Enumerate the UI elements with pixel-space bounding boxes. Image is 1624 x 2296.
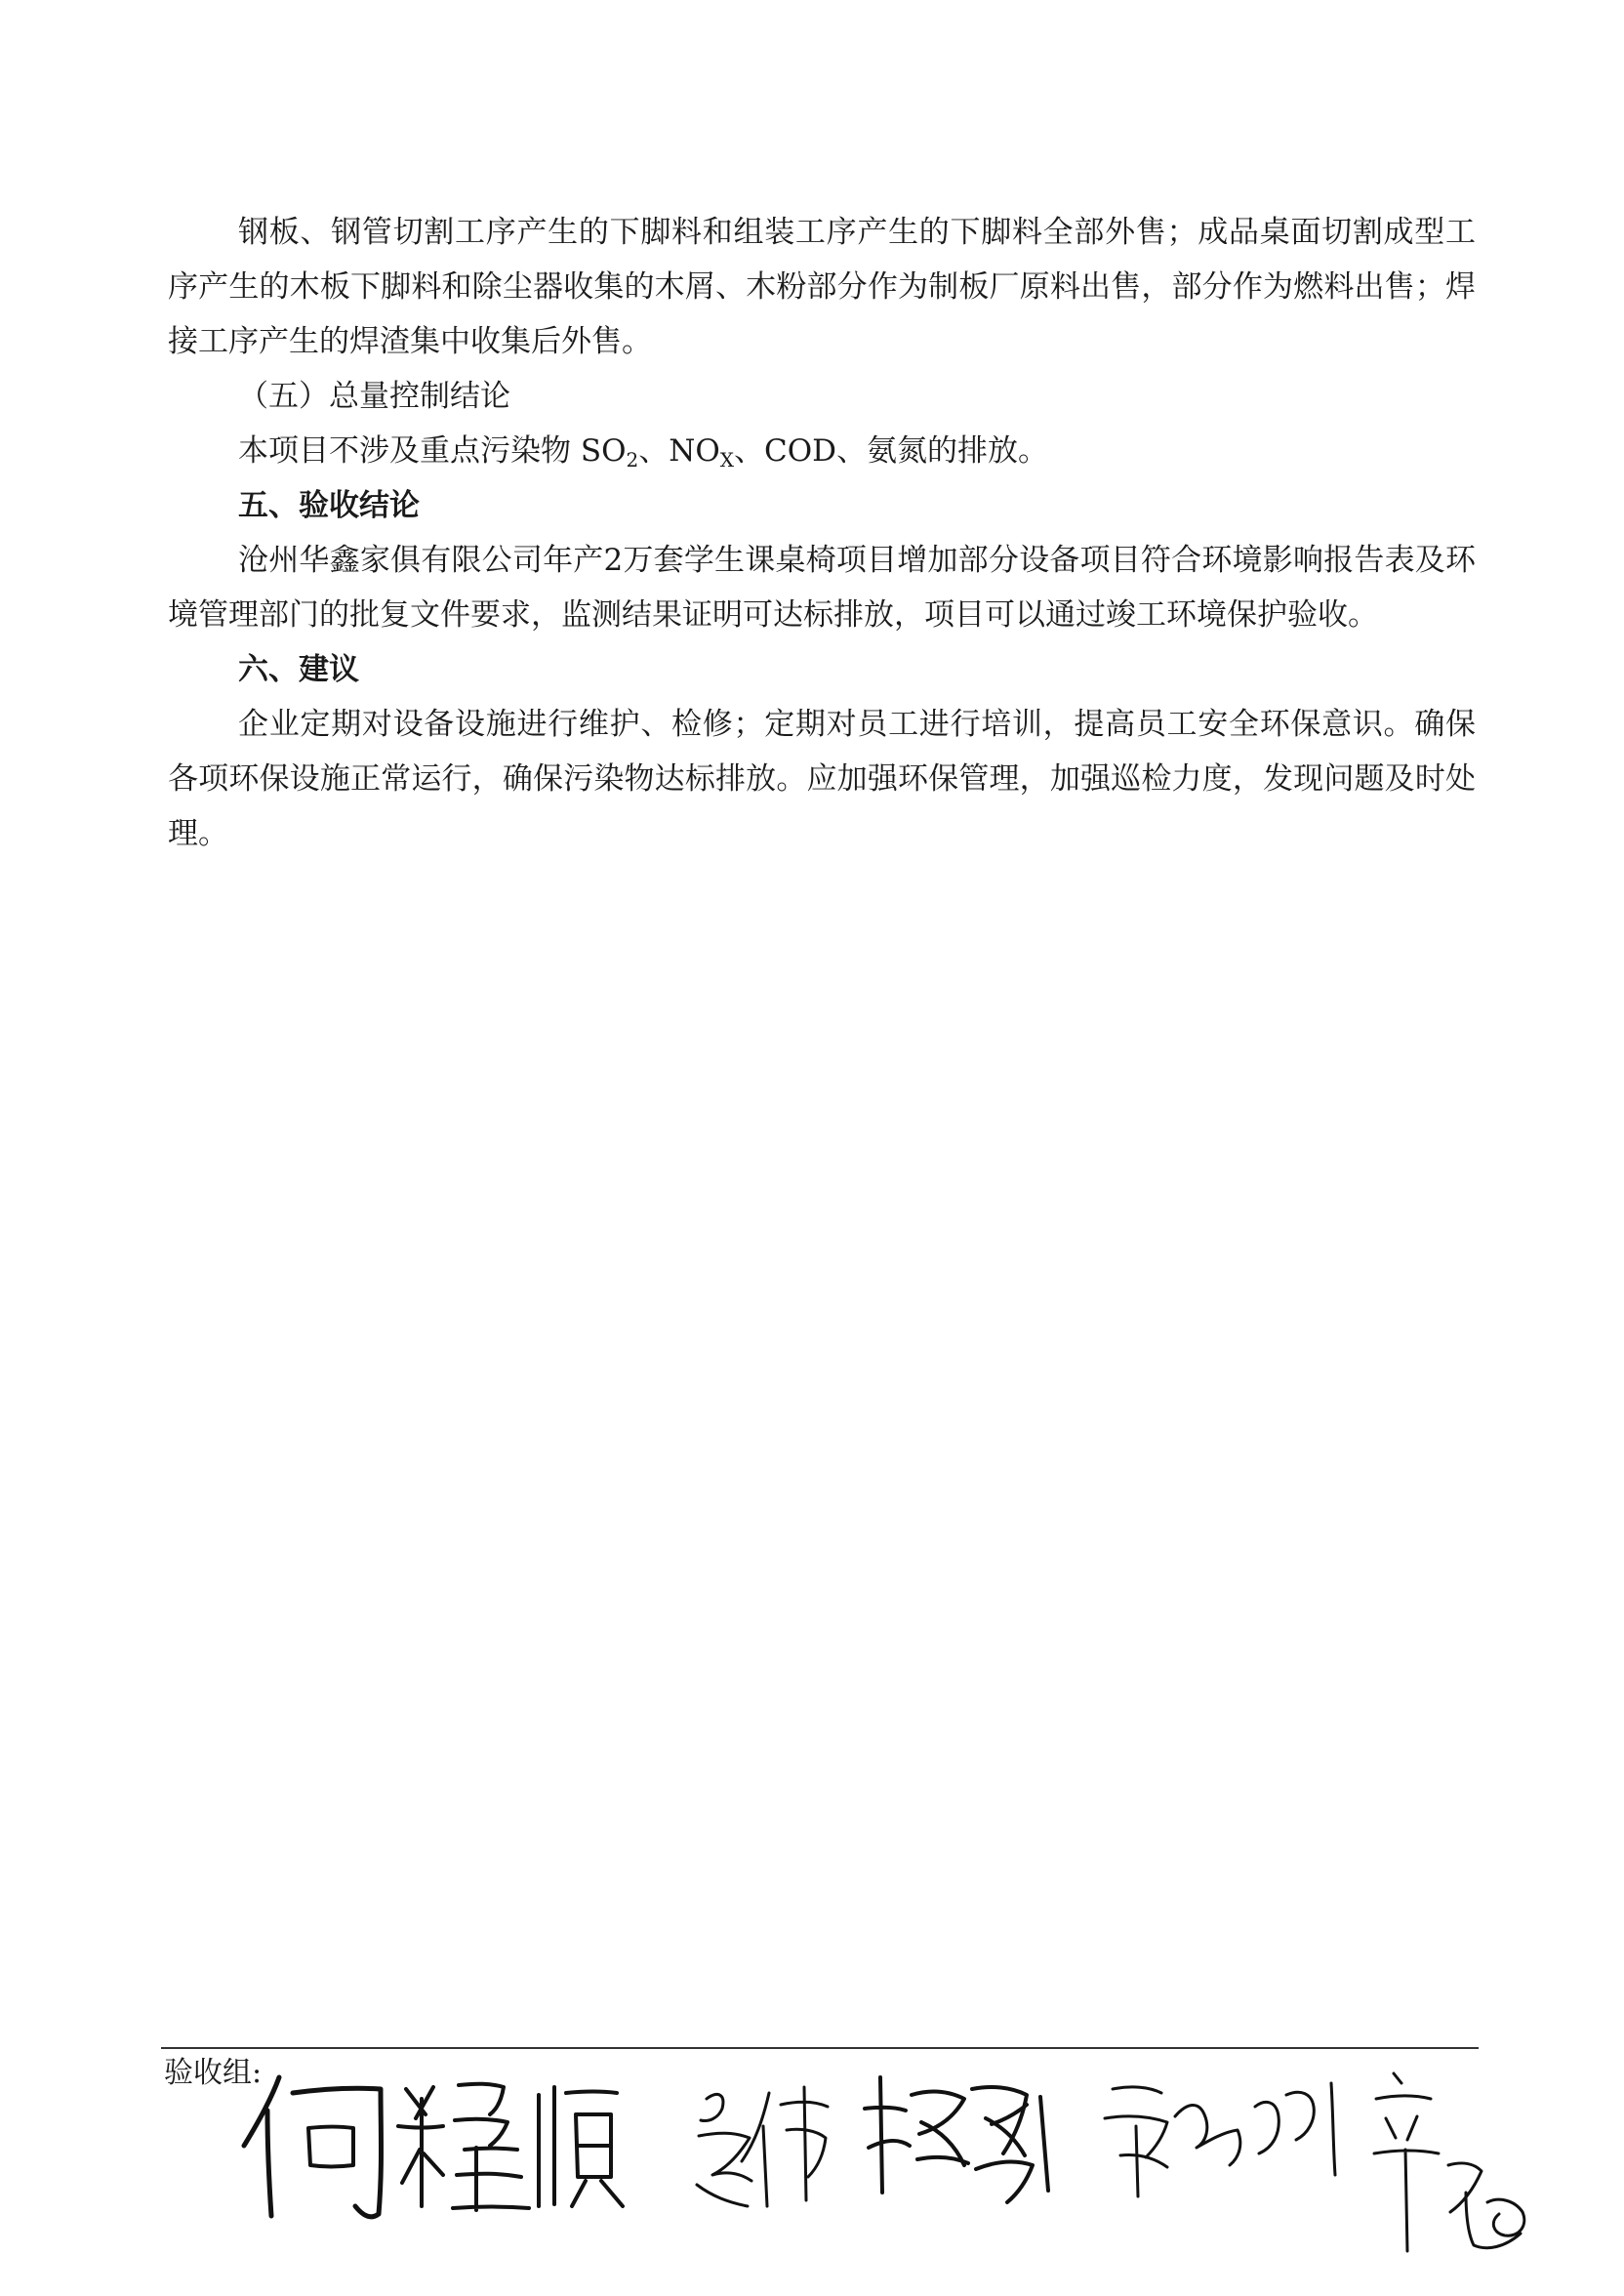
signature-area [234, 2060, 1542, 2284]
nox-subscript: X [719, 448, 735, 472]
paragraph-waste-disposal: 钢板、钢管切割工序产生的下脚料和组装工序产生的下脚料全部外售；成品桌面切割成型工序产生的木板下脚料和除尘器收集的木屑、木粉部分作为制板厂原料出售，部分作为燃料出售；焊接工序产生的焊渣集中收集后外售。 [168, 215, 1476, 359]
signature-2 [697, 2087, 828, 2206]
pollutants-text-1: 本项目不涉及重点污染物 SO [238, 433, 627, 469]
paragraph-acceptance-conclusion: 沧州华鑫家俱有限公司年产2万套学生课桌椅项目增加部分设备项目符合环境影响报告表及环境管理部门的批复文件要求，监测结果证明可达标排放，项目可以通过竣工环境保护验收。 [168, 543, 1476, 633]
heading-total-control: （五）总量控制结论 [238, 379, 510, 414]
signature-5 [1374, 2073, 1524, 2251]
signature-divider [161, 2047, 1479, 2049]
heading-advice: 六、建议 [238, 652, 359, 687]
signature-4 [1105, 2083, 1335, 2196]
signature-group-label: 验收组: [164, 2056, 263, 2090]
signatures-svg [234, 2060, 1542, 2284]
heading-acceptance-conclusion: 五、验收结论 [238, 488, 420, 523]
signature-1 [244, 2077, 623, 2217]
document-body [168, 205, 1476, 861]
paragraph-advice: 企业定期对设备设施进行维护、检修；定期对员工进行培训，提高员工安全环保意识。确保各项环保设施正常运行，确保污染物达标排放。应加强环保管理，加强巡检力度，发现问题及时处理。 [168, 707, 1476, 851]
pollutants-text-2: 、NO [638, 433, 720, 469]
signature-3 [865, 2077, 1048, 2202]
so2-subscript: 2 [626, 448, 639, 472]
paragraph-pollutants [168, 424, 1476, 478]
pollutants-text-3: 、COD、氨氮的排放。 [734, 433, 1049, 469]
